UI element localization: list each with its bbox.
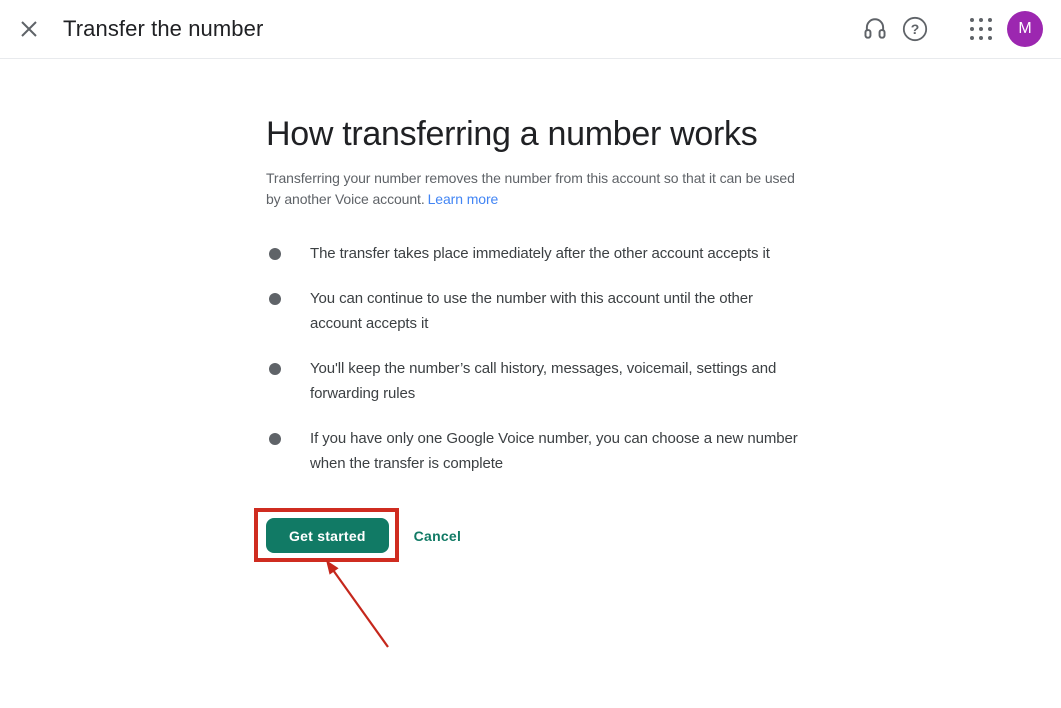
action-row [266, 518, 790, 553]
close-icon [19, 19, 39, 39]
svg-text:?: ? [910, 21, 920, 38]
list-item [266, 426, 800, 476]
cancel-button[interactable]: Cancel [413, 527, 462, 544]
bullet-icon [269, 433, 281, 445]
get-started-wrap [266, 518, 389, 553]
support-button[interactable] [855, 9, 895, 49]
list-item [266, 241, 800, 266]
list-item-text: The transfer takes place immediately after the other account accepts it [310, 245, 770, 262]
list-item-text: You'll keep the number’s call history, messages, voicemail, settings and forwarding rules [310, 360, 777, 402]
bullet-icon [269, 248, 281, 260]
list-item [266, 286, 800, 336]
help-icon [901, 15, 929, 43]
avatar[interactable] [1007, 11, 1043, 47]
annotation-arrow-icon [308, 552, 400, 654]
intro-text [266, 168, 798, 210]
avatar-initial: M [1018, 20, 1032, 37]
bullet-list [266, 241, 800, 476]
list-item-text: If you have only one Google Voice number, you can choose a new number when the transfer is complete [310, 430, 798, 472]
bullet-icon [269, 363, 281, 375]
heading: How transferring a number works [266, 115, 758, 153]
list-item [266, 356, 800, 406]
content [266, 59, 798, 553]
page-title: Transfer the number [63, 16, 264, 41]
get-started-button[interactable]: Get started [266, 518, 389, 553]
top-bar [0, 0, 1061, 59]
close-button[interactable] [9, 9, 49, 49]
intro-body: Transferring your number removes the number from this account so that it can be used by another Voice account. [266, 170, 795, 207]
apps-grid-icon [970, 18, 992, 40]
apps-grid-button[interactable] [961, 9, 1001, 49]
list-item-text: You can continue to use the number with this account until the other account accepts it [310, 290, 753, 332]
learn-more-link[interactable]: Learn more [427, 191, 499, 207]
help-button[interactable] [895, 9, 935, 49]
bullet-icon [269, 293, 281, 305]
headset-icon [862, 16, 888, 42]
